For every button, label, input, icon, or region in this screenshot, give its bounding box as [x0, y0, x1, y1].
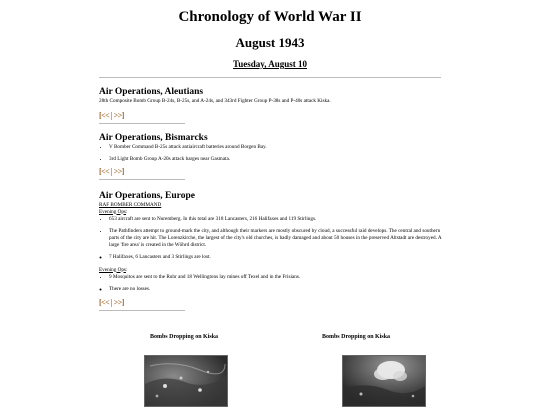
list-item: • 653 aircraft are sent to Nuremberg. In this total are 318 Lancasters, 216 Halifaxes and 119 Stirlings.	[109, 216, 449, 223]
section-nav	[99, 111, 449, 120]
loss-list	[99, 254, 449, 261]
section-bismarcks	[99, 133, 449, 180]
bismarcks-list	[99, 144, 449, 163]
photo-caption-left: Bombs Dropping on Kiska	[149, 334, 219, 340]
nav-open-bracket: [	[99, 297, 102, 307]
nav-next-link[interactable]: >>	[113, 167, 122, 176]
evening-ops-colon: :	[125, 266, 128, 273]
kiska-photo-right	[342, 355, 426, 407]
ops-list	[99, 274, 449, 281]
page-month: August 1943	[235, 35, 305, 50]
nav-prev-link[interactable]: <<	[101, 297, 110, 307]
nav-separator: |	[110, 167, 113, 176]
command-link[interactable]: RAF BOMBER COMMAND	[99, 202, 162, 208]
nav-prev-link[interactable]: <<	[101, 111, 110, 120]
section-nav	[99, 167, 449, 176]
section-divider	[99, 123, 185, 124]
list-item: • 3rd Light Bomb Group A-20s attack barges near Gasmata.	[109, 156, 449, 163]
page-day: Tuesday, August 10	[233, 59, 307, 69]
evening-ops-label	[99, 209, 449, 216]
kiska-photo-left	[144, 355, 228, 407]
evening-ops-label	[99, 267, 449, 274]
photo-caption-right: Bombs Dropping on Kiska	[321, 334, 391, 340]
nav-separator: |	[110, 297, 113, 307]
list-item: ◦ There are no losses.	[109, 286, 449, 293]
nav-prev-link[interactable]: <<	[101, 167, 110, 176]
list-item: ◦ 7 Halifaxes, 6 Lancasters and 3 Stirlings are lost.	[109, 254, 449, 261]
section-heading: Air Operations, Aleutians	[99, 87, 204, 97]
list-item: • The Pathfinders attempt to ground-mark the city, and although their markers are mostly obscured by cloud, a successful raid develops. The central and southern parts of the city are hit. The Lorenzkirche, the largest of the city's old churches, is badly damaged and about 50 houses in the preserved Altstadt are destroyed. A large 'fire area' is created in the Wöhrd district.	[109, 228, 449, 249]
nav-open-bracket: [	[99, 111, 102, 120]
section-aleutians	[99, 87, 449, 124]
ops-list	[99, 216, 449, 249]
evening-ops-colon: :	[125, 208, 128, 215]
section-heading: Air Operations, Bismarcks	[99, 133, 208, 143]
list-item: • 9 Mosquitos are sent to the Ruhr and 18 Wellingtons lay mines off Texel and in the Frisians.	[109, 274, 449, 281]
nav-close-bracket: ]	[121, 111, 124, 120]
kiska-photo-left-image	[145, 356, 227, 406]
section-nav	[99, 298, 449, 307]
section-text: 28th Composite Bomb Group B-24s, B-25s, and A-24s, and 343rd Fighter Group P-38s and P-40s attack Kiska.	[99, 98, 331, 104]
kiska-photo-right-image	[343, 356, 425, 406]
nav-close-bracket: ]	[121, 297, 124, 307]
loss-list	[99, 286, 449, 293]
nav-next-link[interactable]: >>	[113, 111, 122, 120]
evening-ops-text: Evening Ops	[99, 208, 126, 215]
section-heading: Air Operations, Europe	[99, 191, 195, 201]
section-divider	[99, 310, 185, 311]
evening-ops-text: Evening Ops	[99, 266, 126, 273]
nav-separator: |	[110, 111, 113, 120]
section-divider	[99, 179, 185, 180]
nav-open-bracket: [	[99, 167, 102, 176]
nav-next-link[interactable]: >>	[113, 297, 122, 307]
section-europe	[99, 191, 449, 311]
header-divider	[99, 77, 441, 78]
list-item: • V Bomber Command B-25s attack antiaircraft batteries around Borgen Bay.	[109, 144, 449, 151]
page-title: Chronology of World War II	[178, 9, 362, 25]
nav-close-bracket: ]	[121, 167, 124, 176]
